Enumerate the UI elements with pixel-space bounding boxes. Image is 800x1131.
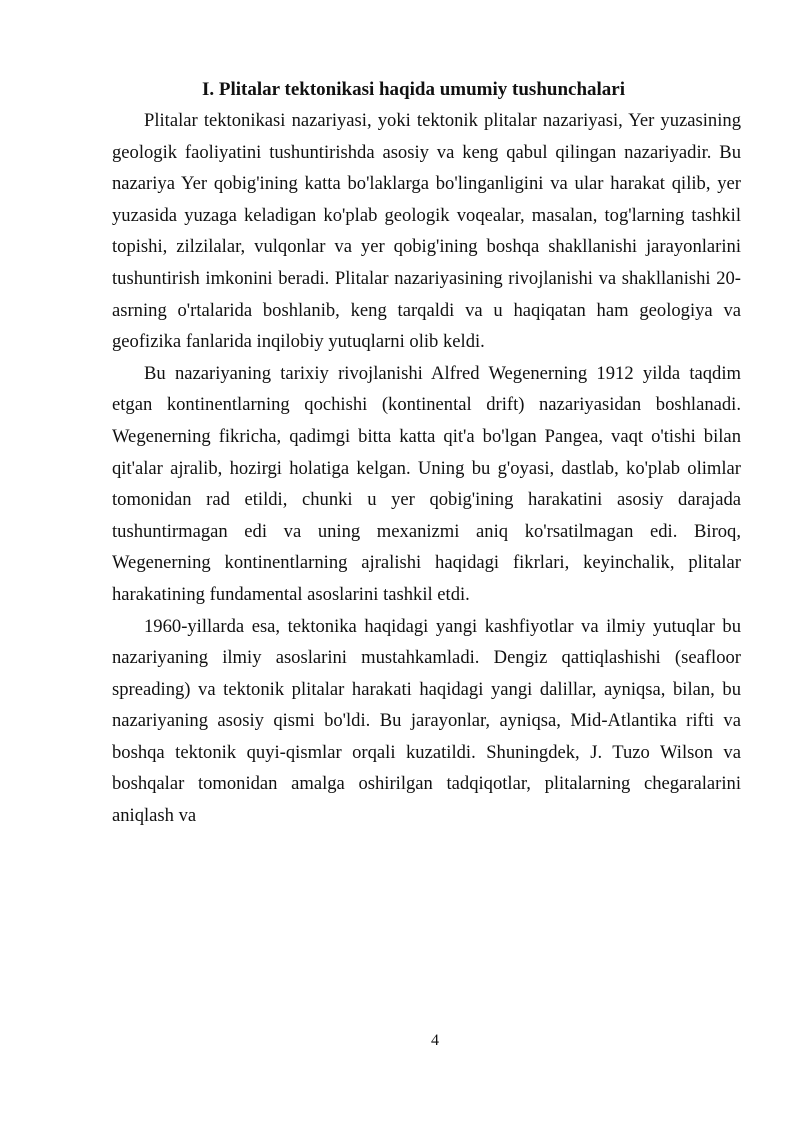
page-number: 4	[431, 1032, 439, 1049]
section-heading: I. Plitalar tektonikasi haqida umumiy tushunchalari	[202, 79, 626, 100]
paragraph-1: Plitalar tektonikasi nazariyasi, yoki tektonik plitalar nazariyasi, Yer yuzasining geologik faoliyatini tushuntirishda asosiy va keng qabul qilingan nazariyadir. Bu nazariya Yer qobig'ining katta bo'laklarga bo'linganligini va ular harakat qilib, yer yuzasida yuzaga keladigan ko'plab geologik voqealar, masalan, tog'larning tashkil topishi, zilzilalar, vulqonlar va yer qobig'ining boshqa shakllanishi jarayonlarini tushuntirish imkonini beradi. Plitalar nazariyasining rivojlanishi va shakllanishi 20-asrning o'rtalarida boshlanib, keng tarqaldi va u haqiqatan ham geologiya va geofizika fanlarida inqilobiy yutuqlarni olib keldi.	[112, 110, 741, 353]
paragraph-3: 1960-yillarda esa, tektonika haqidagi yangi kashfiyotlar va ilmiy yutuqlar bu nazariyaning ilmiy asoslarini mustahkamladi. Dengiz qattiqlashishi (seafloor spreading) va tektonik plitalar harakati haqidagi yangi dalillar, ayniqsa, bilan, bu nazariyaning asosiy qismi bo'ldi. Bu jarayonlar, ayniqsa, Mid-Atlantika rifti va boshqa tektonik quyi-qismlar orqali kuzatildi. Shuningdek, J. Tuzo Wilson va boshqalar tomonidan amalga oshirilgan tadqiqotlar, plitalarning chegaralarini aniqlash va	[112, 615, 741, 827]
document-page	[112, 74, 741, 832]
paragraph-2: Bu nazariyaning tarixiy rivojlanishi Alfred Wegenerning 1912 yilda taqdim etgan kontinentlarning qochishi (kontinental drift) nazariyasidan boshlanadi. Wegenerning fikricha, qadimgi bitta katta qit'a bo'lgan Pangea, vaqt o'tishi bilan qit'alar ajralib, hozirgi holatiga kelgan. Uning bu g'oyasi, dastlab, ko'plab olimlar tomonidan rad etildi, chunki u yer qobig'ining harakatini asosiy darajada tushuntirmagan edi va uning mexanizmi aniq ko'rsatilmagan edi. Biroq, Wegenerning kontinentlarning ajralishi haqidagi fikrlari, keyinchalik, plitalar harakatining fundamental asoslarini tashkil etdi.	[112, 362, 741, 605]
